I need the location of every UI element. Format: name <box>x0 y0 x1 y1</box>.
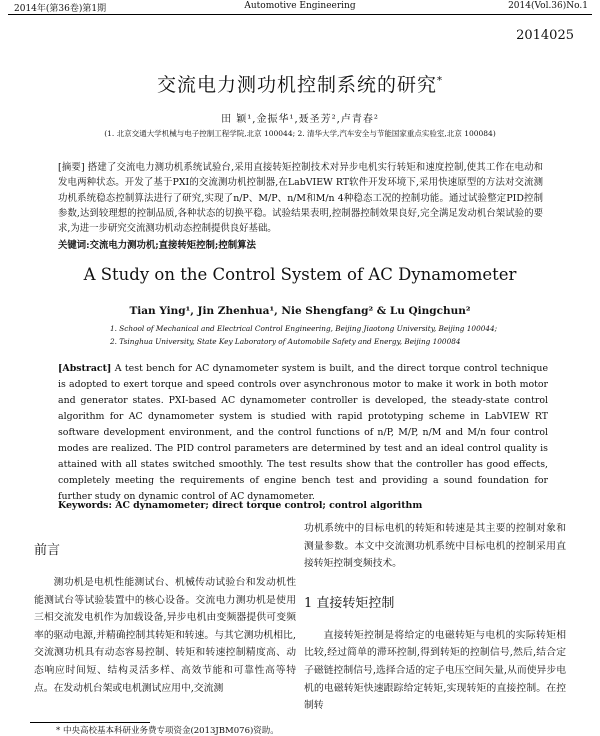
english-keywords <box>58 500 548 511</box>
english-title: A Study on the Control System of AC Dynamometer <box>83 265 517 284</box>
english-abstract <box>58 361 548 505</box>
running-header <box>0 0 600 14</box>
section-1-paragraph: 直接转矩控制是将给定的电磁转矩与电机的实际转矩相比较,经过简单的滞环控制,得到转矩的控制信号,然后,结合定子磁链控制信号,选择合适的定子电压空间矢量,从而使异步电机的电磁转矩快速跟踪给定转矩,实现转矩的直接控制。在控制转 <box>304 629 566 712</box>
chinese-affiliations: (1. 北京交通大学机械与电子控制工程学院,北京 100044; 2. 清华大学,汽车安全与节能国家重点实验室,北京 100084) <box>104 129 496 138</box>
chinese-title-text: 交流电力测功机控制系统的研究 <box>156 74 437 96</box>
journal-issue: 2014年(第36卷)第1期 <box>14 4 107 14</box>
chinese-abstract <box>58 160 543 236</box>
chinese-abstract-label: [摘要] <box>58 162 85 173</box>
left-column <box>34 520 296 697</box>
article-code: 2014025 <box>516 28 574 43</box>
english-abstract-label: [Abstract] <box>58 363 112 374</box>
english-keywords-label: Keywords: <box>58 500 112 511</box>
journal-name: Automotive Engineering <box>244 1 356 11</box>
chinese-keywords <box>58 237 543 251</box>
funding-footnote: * 中央高校基本科研业务费专项资金(2013JBM076)资助。 <box>56 726 279 736</box>
english-affiliation-2: 2. Tsinghua University, State Key Laboratory of Automobile Safety and Energy, Beijing 100084 <box>110 337 461 346</box>
english-affiliations <box>110 322 510 348</box>
english-keywords-text: AC dynamometer; direct torque control; control algorithm <box>115 500 423 511</box>
volume-issue: 2014(Vol.36)No.1 <box>508 1 588 11</box>
header-rule <box>8 14 592 15</box>
chinese-authors: 田 颖¹,金振华¹,聂圣芳²,卢青春² <box>221 114 379 125</box>
title-footnote-mark: * <box>437 75 443 87</box>
english-affiliation-1: 1. School of Mechanical and Electrical Control Engineering, Beijing Jiaotong University, Beijing 100044; <box>110 324 498 333</box>
english-authors: Tian Ying¹, Jin Zhenhua¹, Nie Shengfang² & Lu Qingchun² <box>129 305 471 317</box>
intro-paragraph: 测功机是电机性能测试台、机械传动试验台和发动机性能测试台等试验装置中的核心设备。交流电力测功机是使用三相交流发电机作为加载设备,异步电机由变频器提供可变频率的驱动电源,并精确控制其转矩和转速。与其它测功机相比,交流测功机具有动态容易控制、转矩和转速控制精度高、动态响应时间短、结构灵活多样、高效节能和可靠性高等特点。在发动机台架或电机测试应用中,交流测 <box>34 577 296 694</box>
chinese-keywords-text: 交流电力测功机;直接转矩控制;控制算法 <box>89 240 256 251</box>
right-column-paragraph: 功机系统中的目标电机的转矩和转速是其主要的控制对象和测量参数。本文中交流测功机系统中目标电机的控制采用直接转矩控制变频技术。 <box>304 523 566 570</box>
chinese-abstract-text: 搭建了交流电力测功机系统试验台,采用直接转矩控制技术对异步电机实行转矩和速度控制,使其工作在电动和发电两种状态。开发了基于PXI的交流测功机控制器,在LabVIEW RT软件开发环境下,采用快速原型的方法对交流测功机系统稳态控制算法进行了研究,实现了n/P、M/P、n/M和M/n 4种稳态工况的控制功能。通过试验整定PID控制参数,达到较理想的控制品质,各种状态的切换平稳。试验结果表明,控制器控制效果良好,完全满足发动机台架试验的要求,为进一步研究交流测功机动态控制提供良好基础。 <box>58 162 543 235</box>
english-abstract-text: A test bench for AC dynamometer system is built, and the direct torque control technique is adopted to exert torque and speed controls over asynchronous motor to make it work in both motor and generator states. PXI-based AC dynamometer controller is developed, the steady-state control algorithm for AC dynamometer system is studied with rapid prototyping scheme in LabVIEW RT software development environment, and the control functions of n/P, M/P, n/M and M/n four control modes are realized. The PID control parameters are determined by test and an ideal control quality is attained with all states switched smoothly. The test results show that the controller has good effects, completely meeting the requirements of engine bench test and providing a sound foundation for further study on dynamic control of AC dynamometer. <box>58 363 548 502</box>
section-1-heading: 1 直接转矩控制 <box>304 595 395 611</box>
footnote-rule <box>30 722 150 723</box>
intro-heading: 前言 <box>34 543 61 558</box>
chinese-keywords-label: 关键词: <box>58 240 90 251</box>
right-column <box>304 520 566 715</box>
chinese-title <box>0 70 600 97</box>
